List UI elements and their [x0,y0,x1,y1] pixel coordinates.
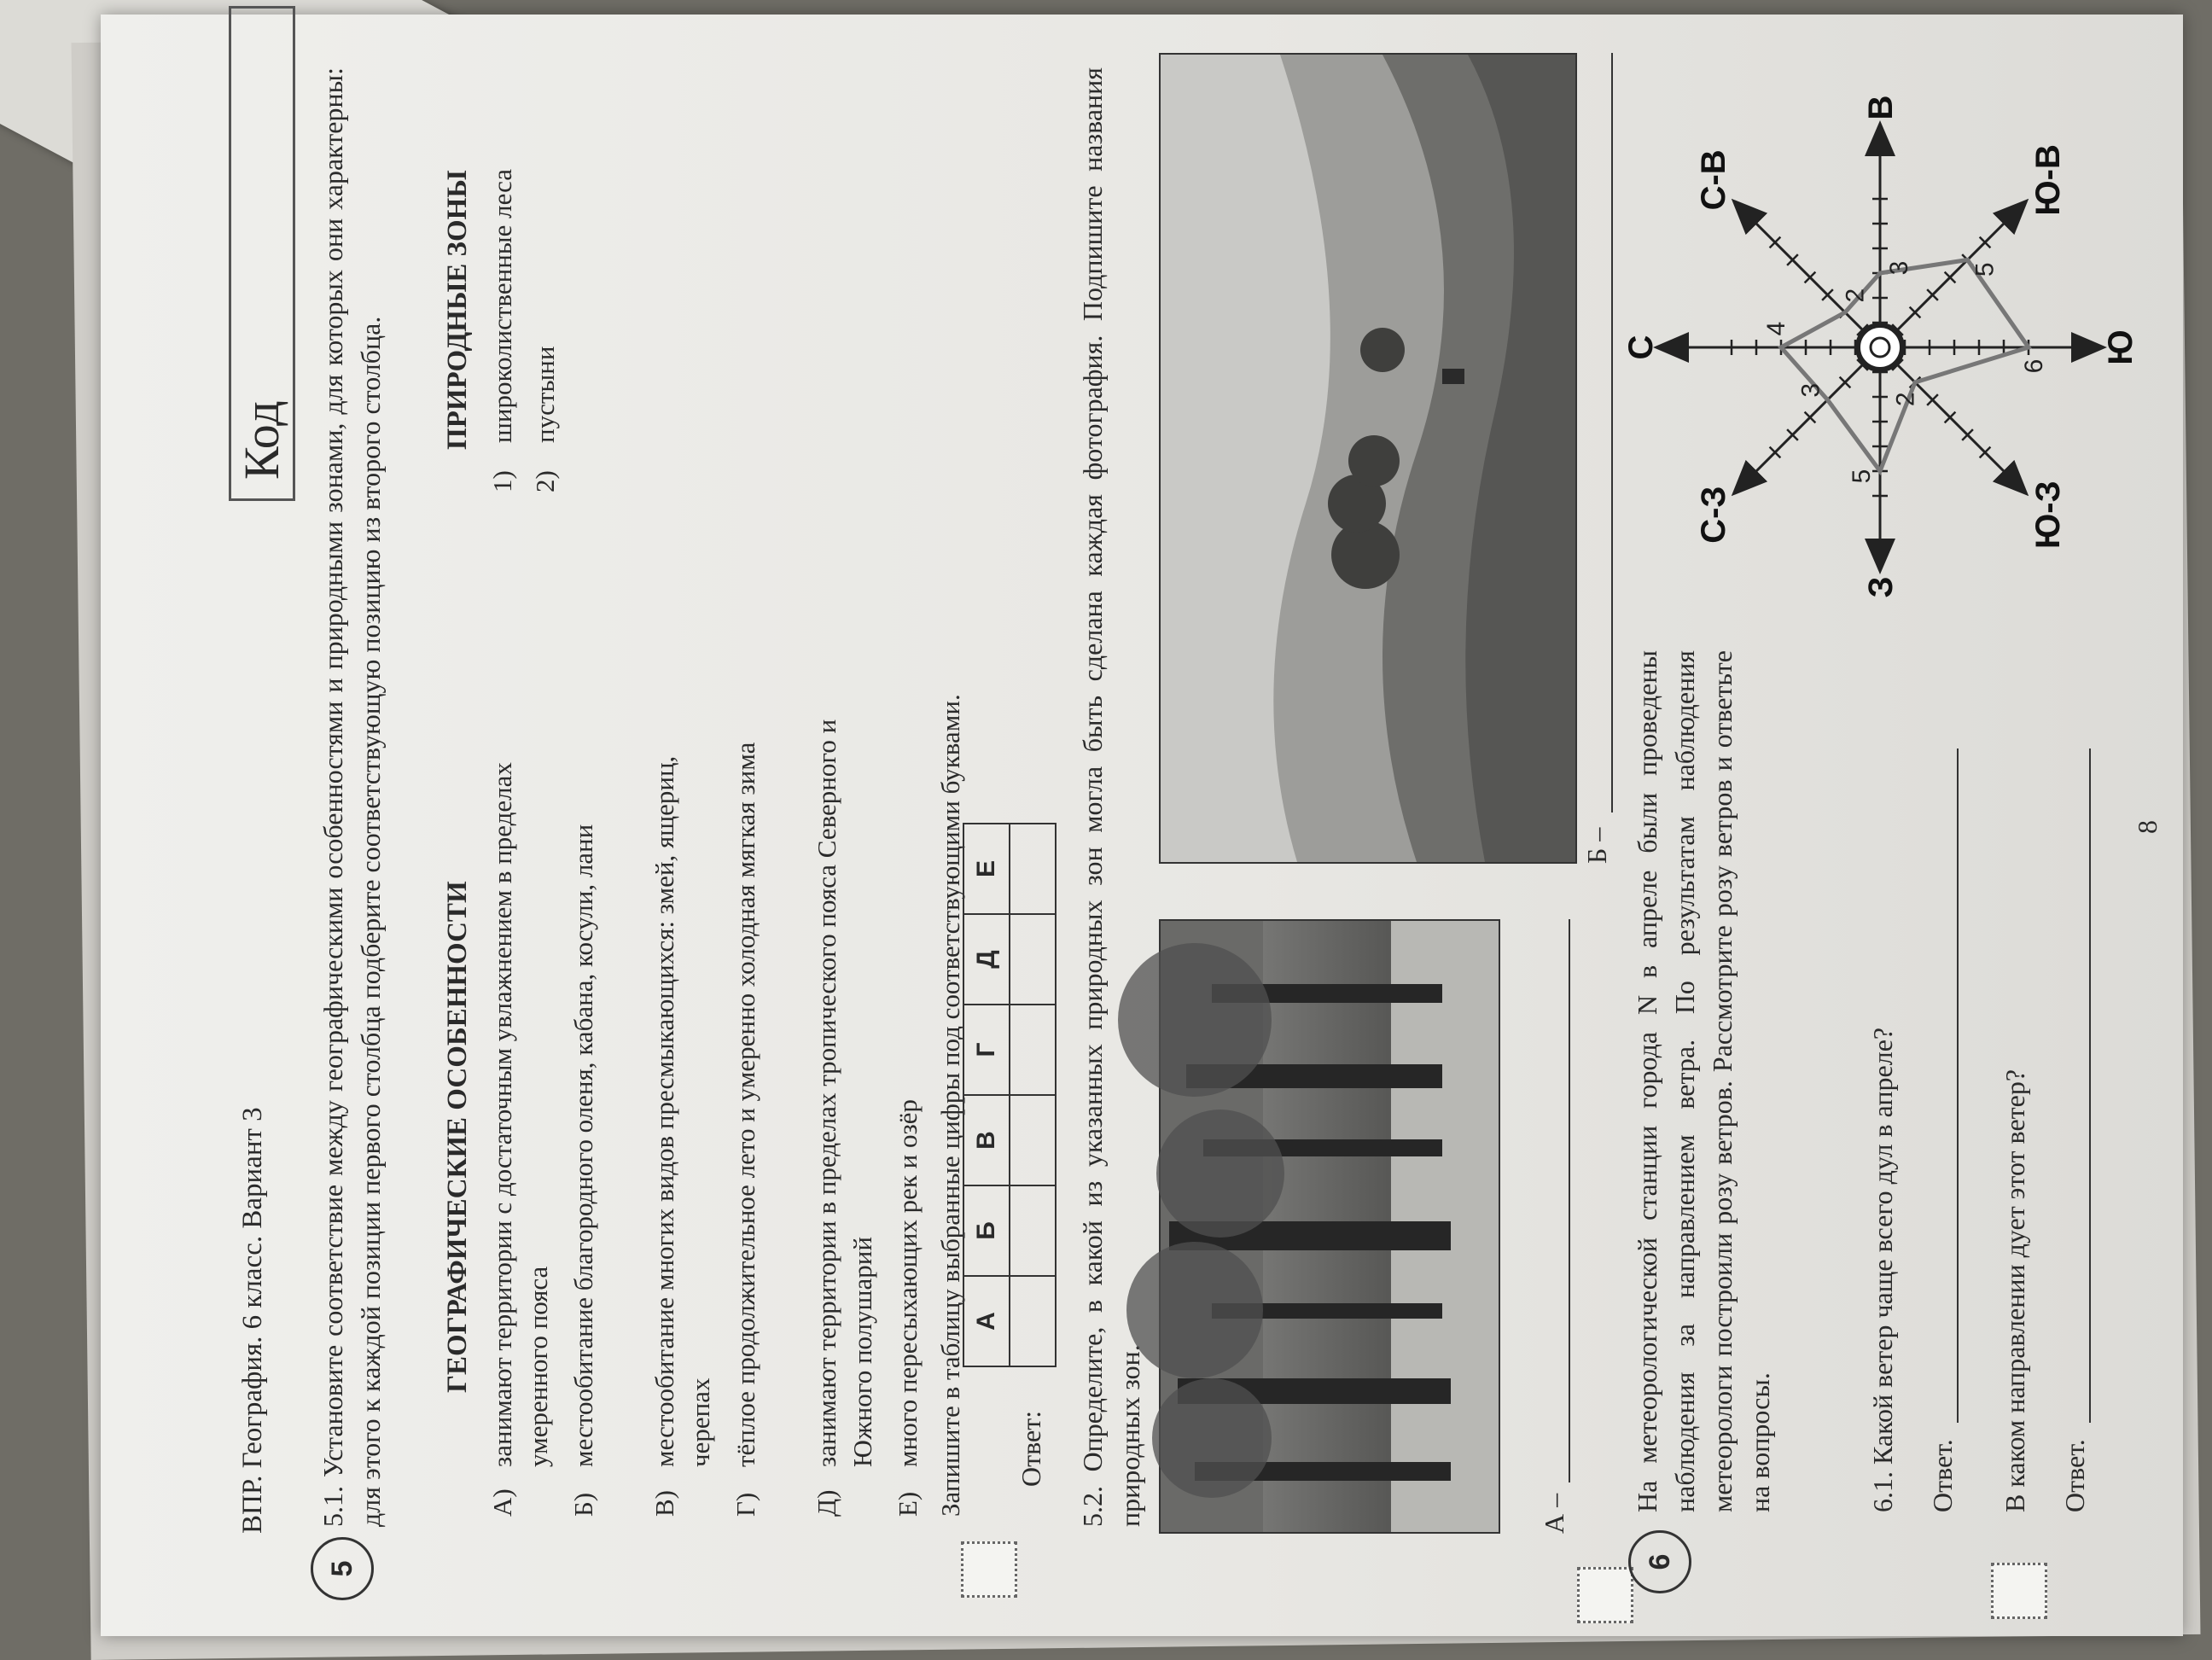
page-number: 8 [2132,820,2163,834]
wind-axis-3 [1880,212,2016,347]
photo-a-forest [1159,919,1500,1534]
photo-b-label: Б – [1581,827,1612,864]
zone-text: широколиственные леса [487,168,517,443]
answer-cell[interactable] [1010,1005,1056,1095]
wind-direction-label: С-В [1694,149,1732,211]
table-header-cell: Б [963,1185,1010,1276]
answer-cell[interactable] [1010,824,1056,914]
photo-b-desert [1159,53,1577,864]
page-header: ВПР. География. 6 класс. Вариант 3 [237,1107,268,1534]
feature-text: тёплое продолжительное лето и умеренно холодная мягкая зима [731,742,760,1467]
feature-item [728,663,764,1517]
task-5-1-text: 5.1. Установите соответствие между географическими особенностями и природными зонами, для которых они характерны: для этого к каждой позиции первого столбца подберите соответствующую позицию из второго столбца. [317,67,386,1527]
wind-value-label: 3 [1796,382,1825,398]
feature-letter: Г) [731,1492,760,1517]
answer-line-6-1[interactable] [1957,748,1959,1423]
table-header-cell: В [963,1095,1010,1185]
zones-column-heading: ПРИРОДНЫЕ ЗОНЫ [442,170,473,450]
wind-direction-label: С [1622,335,1660,360]
table-header-cell: Е [963,824,1010,914]
score-box[interactable] [1991,1563,2047,1619]
feature-letter: Е) [893,1491,923,1517]
answer-table [963,823,1057,1367]
answer-line-6-2[interactable] [2089,748,2091,1423]
feature-item [647,663,719,1517]
zone-text: пустыни [530,346,560,443]
wind-direction-label: З [1862,576,1900,598]
wind-value-label: 5 [1848,469,1876,484]
table-header-cell: Г [963,1005,1010,1095]
photo-a-label: А – [1539,1493,1569,1534]
zone-number: 2) [530,470,560,492]
wind-value-label: 6 [2020,358,2048,374]
task-5-2-text: 5.2. Определите, в какой из указанных природных зон могла быть сделана каждая фотография. Подпишите названия природных зон. [1077,67,1145,1527]
features-column-heading: ГЕОГРАФИЧЕСКИЕ ОСОБЕННОСТИ [442,881,473,1393]
feature-text: много пересыхающих рек и озёр [893,1098,923,1467]
answer-label: Ответ: [1016,1410,1046,1487]
feature-letter: Б) [568,1492,598,1517]
answer-cell[interactable] [1010,914,1056,1005]
table-header-cell: Д [963,914,1010,1005]
task-6-text: На метеорологической станции города N в апреле были проведены наблюдения за направлением ветра. По результатам наблюдения метеорологи построили розу ветров. Рассмотрите розу ветров и ответьте на вопросы. [1632,650,1775,1512]
feature-text: занимают территории в пределах тропического пояса Северного и Южного полушарий [812,719,877,1467]
answer-cell[interactable] [1010,1185,1056,1276]
feature-item [890,663,926,1517]
feature-text: занимают территории с достаточным увлажнением в пределах умеренного пояса [487,762,553,1467]
photo-b-answer-line[interactable] [1611,53,1613,813]
question-6-2: В каком направлении дует этот ветер? [2000,1069,2030,1512]
zone-item [527,49,563,492]
wind-direction-label: С-З [1694,486,1732,544]
forest-image [1161,921,1499,1532]
wind-value-label: 2 [1891,392,1920,407]
wind-rose-center-dot [1871,338,1889,357]
wind-value-label: 2 [1841,288,1870,303]
feature-letter: Д) [812,1489,841,1517]
feature-letter: В) [649,1490,679,1517]
feature-item [809,663,881,1517]
feature-item [566,663,602,1517]
wind-direction-label: Ю-З [2029,481,2068,549]
answer-cell[interactable] [1010,1276,1056,1366]
wind-direction-label: Ю-В [2029,144,2068,216]
desert-image [1161,55,1575,862]
zone-item [485,49,521,492]
wind-value-label: 5 [1970,262,2000,277]
answer-label-6-2: Ответ. [2059,1439,2090,1512]
code-box[interactable] [229,6,295,501]
exam-page [101,15,2183,1636]
wind-axis-7 [1744,347,1880,483]
wind-direction-label: Ю [2102,329,2139,365]
photo-a-answer-line[interactable] [1569,919,1570,1482]
task-number-5: 5 [311,1537,374,1600]
code-label: Код [234,400,289,480]
answer-table-header-row [963,824,1010,1366]
answer-cell[interactable] [1010,1095,1056,1185]
score-box[interactable] [1577,1567,1633,1623]
zone-number: 1) [487,470,517,492]
wind-rose-polygon [1781,260,2029,472]
wind-value-label: 3 [1885,260,1913,276]
task-number-6: 6 [1628,1530,1691,1593]
answer-label-6-1: Ответ. [1927,1439,1958,1512]
answer-table-input-row [1010,824,1056,1366]
feature-text: местообитание многих видов пресмыкающихся: змей, ящериц, черепах [649,755,715,1467]
feature-item [485,663,556,1517]
wind-rose-chart [1622,66,2139,629]
score-box[interactable] [961,1541,1017,1598]
question-6-1: 6.1. Какой ветер чаще всего дул в апреле? [1867,1027,1898,1512]
wind-value-label: 4 [1762,321,1790,336]
wind-direction-label: В [1862,95,1900,120]
feature-text: местообитание благородного оленя, кабана, косули, лани [568,824,598,1467]
table-header-cell: А [963,1276,1010,1366]
table-instruction: Запишите в таблицу выбранные цифры под соответствующими буквами. [935,694,965,1517]
feature-letter: А) [487,1488,517,1517]
